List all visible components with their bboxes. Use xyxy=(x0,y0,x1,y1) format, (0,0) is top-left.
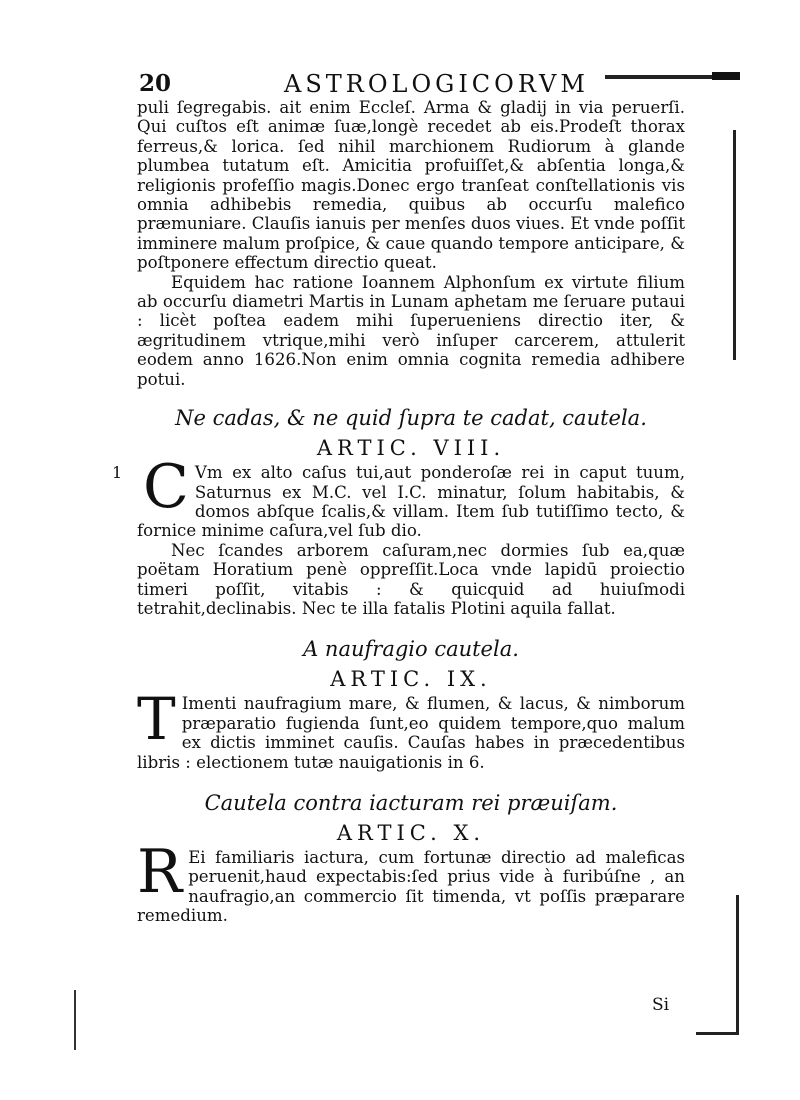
article-number: ARTIC. VIII. xyxy=(316,436,506,461)
section-heading: A naufragio cautela. xyxy=(303,637,519,662)
section-text xyxy=(137,836,685,926)
right-margin-bar xyxy=(733,130,736,360)
section-text xyxy=(112,452,685,541)
paragraph: Nec ſcandes arborem caſuram,nec dormies ſub ea,quæ poëtam Horatium penè oppreſſit.Loca vnde lapidū proiectio timeri poſſit, vitabis : & quicquid ad huiuſmodi tetrahit,declinabis. Nec te illa fatalis Plotini aquila fallat. xyxy=(137,540,685,618)
page-body xyxy=(112,98,685,926)
drop-initial: T xyxy=(137,685,176,754)
paragraph: Imenti naufragium mare, & flumen, & lacus, & nimborum præparatio fugienda ſunt,eo quidem tempore,quo malum ex dictis imminet cauſis. Cauſas habes in præcedentibus libris : electionem tutæ nauigationis in 6. xyxy=(137,694,685,772)
section-heading: Ne cadas, & ne quid ſupra te cadat, cautela. xyxy=(175,406,647,431)
paragraph: Equidem hac ratione Ioannem Alphonſum ex virtute filium ab occurſu diametri Martis in Lunam aphetam me ſeruare putaui : licèt poſtea eadem mihi ſuperueniens directio iter, & ægritudinem vtrique,mihi verò inſuper carcerem, attulerit eodem anno 1626.Non enim omnia cognita remedia adhibere potui. xyxy=(137,272,685,389)
page-number: 20 xyxy=(139,70,172,97)
right-margin-bar-bottom xyxy=(736,895,739,1035)
article-number: ARTIC. IX. xyxy=(330,667,492,692)
paragraph: puli ſegregabis. ait enim Eccleſ. Arma & gladij in via peruerſi. Qui cuſtos eſt animæ ſuæ,longè recedet ab eis.Prodeſt thorax ferreus,& lorica. ſed nihil marchionem Rudiorum à glande plumbea tutatum eſt. Amicitia profuiſſet,& abſentia longa,& religionis profeſſio magis.Donec ergo tranſeat conſtellationis vis omnia adhibebis remedia, quibus ab occurſu malefico præmuniare. Clauſis ianuis per menſes duos viues. Et vnde poſſit imminere malum proſpice, & caue quando tempore anticipare, & poſtponere effectum directio queat. xyxy=(137,98,685,273)
drop-initial: R xyxy=(137,836,183,907)
page-header xyxy=(139,66,659,100)
section-heading: Cautela contra iacturam rei præuiſam. xyxy=(204,790,618,815)
drop-initial: C xyxy=(143,452,189,523)
margin-number: 1 xyxy=(112,463,123,483)
paragraph: Ei familiaris iactura, cum fortunæ directio ad maleficas peruenit,haud expectabis:ſed prius vide à furibúſne , an naufragio,an commercio ſit timenda, vt poſſis præparare remedium. xyxy=(137,847,685,926)
article-number: ARTIC. X. xyxy=(336,820,486,845)
paragraph: Vm ex alto caſus tui,aut ponderoſæ rei in caput tuum, Saturnus ex M.C. vel I.C. minatur, ſolum habitabis, & domos abſque ſcalis,& villam. Item ſub tutiſſimo tecto, & fornice minime caſura,vel ſub dio. xyxy=(137,463,685,541)
catchword: Si xyxy=(652,995,670,1015)
section-text xyxy=(137,685,685,772)
running-title: ASTROLOGICORVM xyxy=(284,70,589,98)
left-margin-bar xyxy=(74,990,76,1050)
